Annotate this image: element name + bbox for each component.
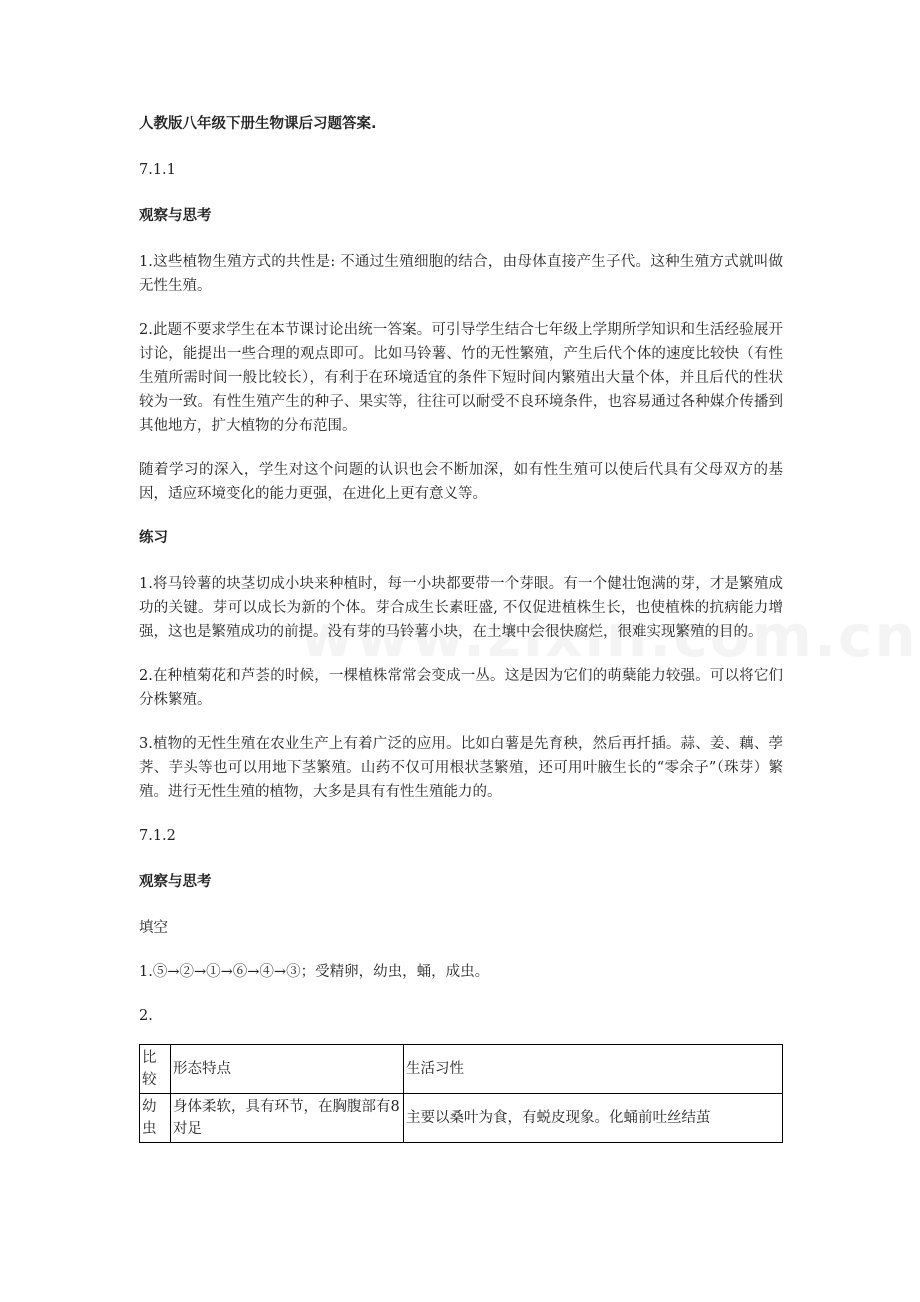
table-cell: 身体柔软，具有环节，在胸腹部有8对足 — [171, 1094, 404, 1143]
practice-2: 2.在种植菊花和芦荟的时候，一棵植株常常会变成一丛。这是因为它们的萌蘖能力较强。可以将它们分株繁殖。 — [139, 668, 783, 708]
table-cell: 幼虫 — [140, 1094, 171, 1143]
table-row — [140, 1045, 783, 1094]
table-cell: 生活习性 — [404, 1045, 783, 1094]
section-number-711: 7.1.1 — [139, 162, 176, 178]
answer-1: 1.⑤→②→①→⑥→④→③；受精卵，幼虫，蛹，成虫。 — [139, 964, 490, 980]
table-cell: 形态特点 — [171, 1045, 404, 1094]
fill-blank-label: 填空 — [139, 920, 168, 936]
answer-2-label: 2. — [139, 1008, 153, 1024]
document-body — [139, 112, 783, 1143]
heading-observe-think-2: 观察与思考 — [139, 874, 212, 890]
paragraph-2: 2.此题不要求学生在本节课讨论出统一答案。可引导学生结合七年级上学期所学知识和生活经验展开讨论，能提出一些合理的观点即可。比如马铃薯、竹的无性繁殖，产生后代个体的速度比较快（有性生殖所需时间一般比较长），有利于在环境适宜的条件下短时间内繁殖出大量个体，并且后代的性状较为一致。有性生殖产生的种子、果实等，往往可以耐受不良环境条件，也容易通过各种媒介传播到其他地方，扩大植物的分布范围。 — [139, 322, 783, 434]
practice-1: 1.将马铃薯的块茎切成小块来种植时，每一小块都要带一个芽眼。有一个健壮饱满的芽，才是繁殖成功的关键。芽可以成长为新的个体。芽合成生长素旺盛, 不仅促进植株生长，也使植株的抗病能力增强，这也是繁殖成功的前提。没有芽的马铃薯小块，在土壤中会很快腐烂，很难实现繁殖的目的。 — [139, 576, 783, 640]
heading-practice: 练习 — [139, 530, 168, 546]
heading-observe-think: 观察与思考 — [139, 208, 212, 224]
comparison-table — [139, 1044, 783, 1143]
practice-3: 3.植物的无性生殖在农业生产上有着广泛的应用。比如白薯是先育秧，然后再扦插。蒜、姜、藕、荸荠、芋头等也可以用地下茎繁殖。山药不仅可用根状茎繁殖，还可用叶腋生长的“零余子”（珠芽）繁殖。进行无性生殖的植物，大多是具有有性生殖能力的。 — [139, 736, 783, 800]
table-cell: 比较 — [140, 1045, 171, 1094]
paragraph-1: 1.这些植物生殖方式的共性是: 不通过生殖细胞的结合，由母体直接产生子代。这种生殖方式就叫做无性生殖。 — [139, 254, 783, 294]
document-title: 人教版八年级下册生物课后习题答案. — [139, 116, 377, 132]
table-cell: 主要以桑叶为食，有蜕皮现象。化蛹前吐丝结茧 — [404, 1094, 783, 1143]
section-number-712: 7.1.2 — [139, 828, 176, 844]
paragraph-3: 随着学习的深入，学生对这个问题的认识也会不断加深，如有性生殖可以使后代具有父母双方的基因，适应环境变化的能力更强，在进化上更有意义等。 — [139, 462, 783, 502]
table-row — [140, 1094, 783, 1143]
